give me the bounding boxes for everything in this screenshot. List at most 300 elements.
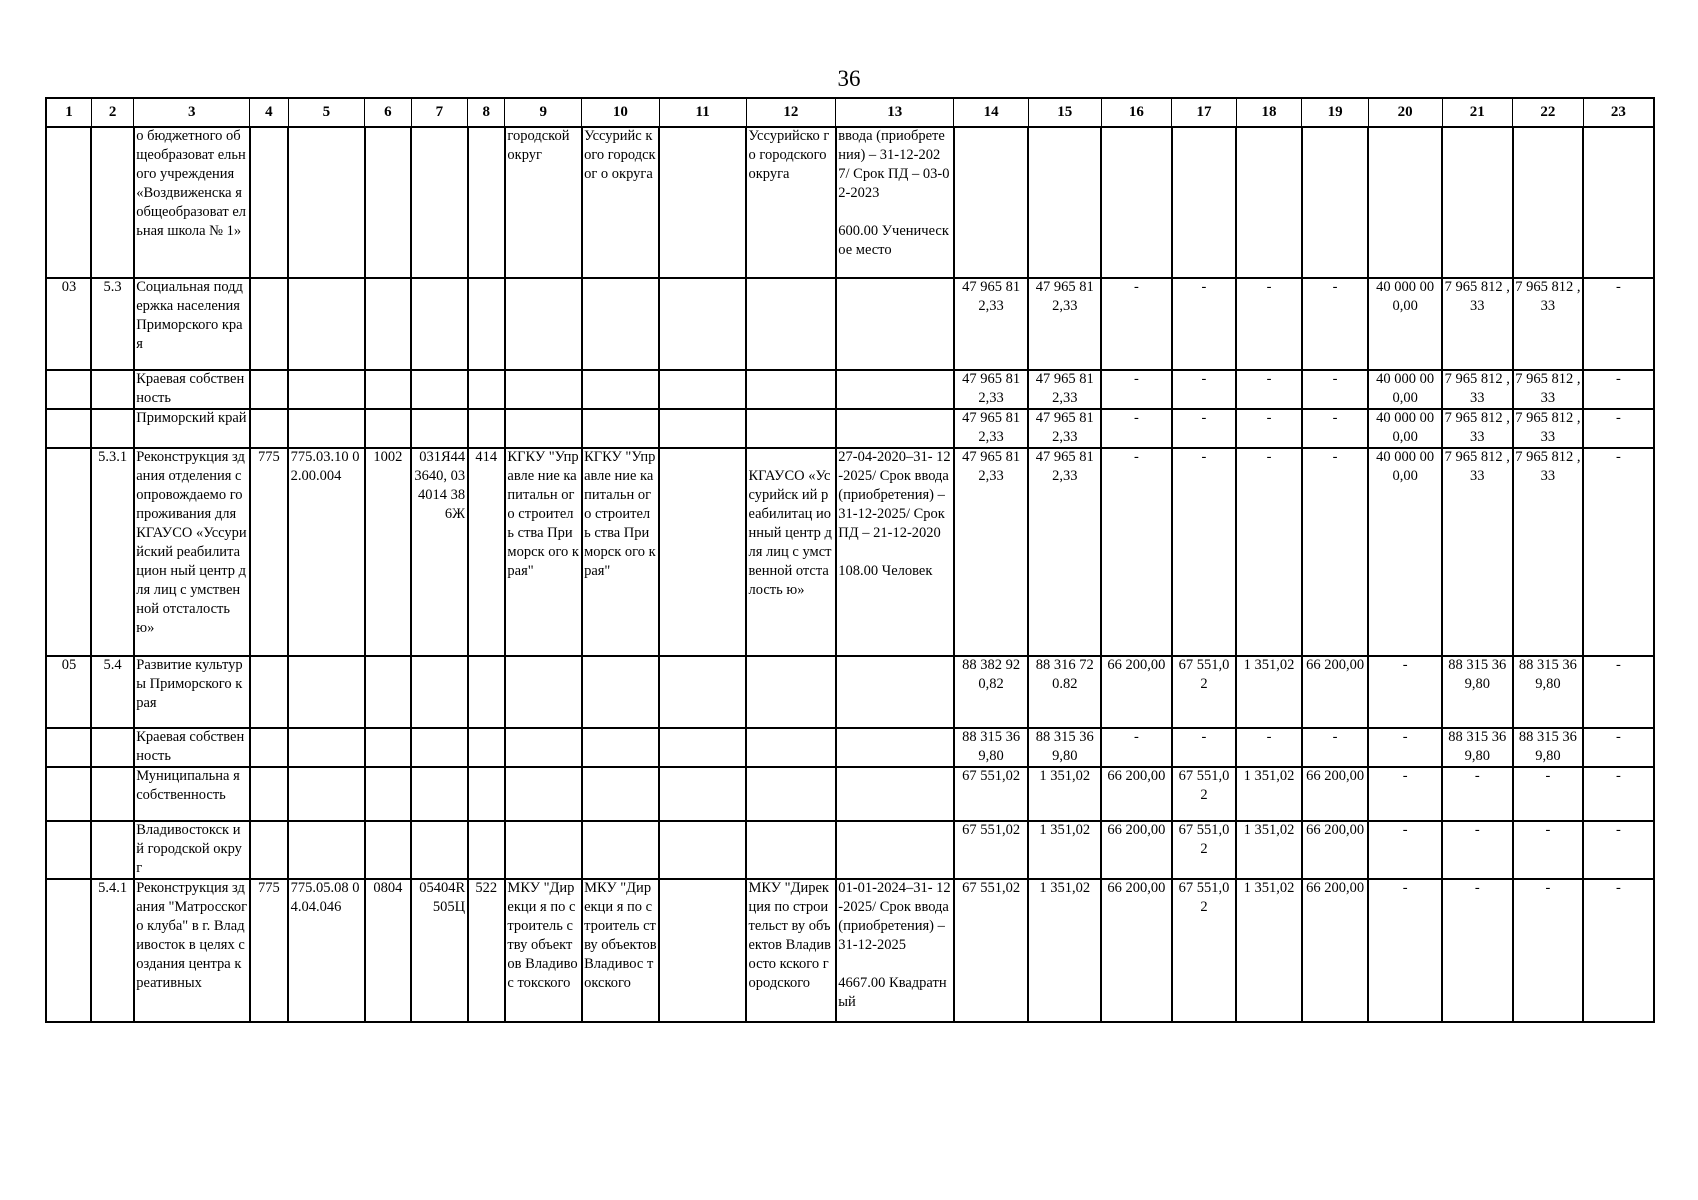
- table-row: [46, 127, 1654, 278]
- cell-col-22: [1513, 879, 1584, 1022]
- cell-text: 7 965 812 ,33: [1515, 449, 1581, 484]
- cell-text: 1 351,02: [1039, 822, 1091, 838]
- cell-col-6: [365, 767, 411, 821]
- cell-col-6: [365, 728, 411, 767]
- cell-text: 0804: [373, 880, 403, 896]
- cell-col-8: [468, 728, 505, 767]
- cell-col-20: [1368, 879, 1442, 1022]
- cell-col-15: [1028, 656, 1101, 728]
- cell-col-15: [1028, 370, 1101, 409]
- column-header-23: 23: [1583, 98, 1654, 127]
- cell-text: 1002: [373, 449, 403, 465]
- column-header-12: 12: [746, 98, 836, 127]
- cell-text: 66 200,00: [1306, 822, 1365, 838]
- cell-text: -: [1133, 371, 1139, 387]
- table-row: [46, 879, 1654, 1022]
- cell-col-14: [954, 370, 1029, 409]
- cell-col-16: [1101, 278, 1172, 370]
- cell-text: 66 200,00: [1107, 768, 1166, 784]
- cell-text: 414: [475, 449, 498, 465]
- cell-text: 775: [258, 449, 280, 465]
- cell-col-19: [1302, 879, 1369, 1022]
- cell-text: МКУ "Дирекци я по строитель ству объектов Владивос токского: [507, 880, 578, 991]
- cell-text: 88 315 36 9,80: [1448, 729, 1510, 764]
- cell-col-4: [250, 127, 288, 278]
- cell-col-18: [1236, 656, 1302, 728]
- cell-col-3: [134, 728, 250, 767]
- cell-col-22: [1513, 370, 1584, 409]
- cell-col-11: [659, 656, 746, 728]
- page-number: 36: [837, 66, 861, 91]
- cell-col-13: [836, 821, 954, 879]
- cell-col-19: [1302, 728, 1369, 767]
- cell-col-2: [91, 656, 133, 728]
- cell-col-22: [1513, 409, 1584, 448]
- cell-col-6: [365, 370, 411, 409]
- cell-text: -: [1615, 729, 1621, 745]
- cell-col-9: [505, 656, 582, 728]
- cell-col-16: [1101, 409, 1172, 448]
- table-row: [46, 656, 1654, 728]
- cell-col-5: [288, 656, 365, 728]
- cell-col-3: [134, 767, 250, 821]
- cell-col-20: [1368, 370, 1442, 409]
- cell-col-7: [411, 728, 467, 767]
- cell-col-1: [46, 370, 91, 409]
- cell-text: 1 351,02: [1243, 657, 1295, 673]
- cell-col-9: [505, 821, 582, 879]
- cell-text: Социальная поддержка населения Приморского края: [136, 279, 244, 352]
- cell-col-14: [954, 278, 1029, 370]
- table-body: [46, 127, 1654, 1022]
- cell-col-7: [411, 409, 467, 448]
- cell-col-19: [1302, 767, 1369, 821]
- cell-col-10: [582, 821, 660, 879]
- cell-col-10: [582, 448, 660, 656]
- cell-text: 47 965 81 2,33: [962, 279, 1024, 314]
- column-header-18: 18: [1236, 98, 1302, 127]
- cell-col-4: [250, 821, 288, 879]
- cell-col-2: [91, 767, 133, 821]
- cell-text: -: [1332, 449, 1338, 465]
- cell-text: -: [1615, 768, 1621, 784]
- cell-text: КГКУ "Управле ние капитальн ого строитель ства Приморск ого края": [584, 449, 656, 579]
- cell-col-10: [582, 728, 660, 767]
- cell-col-23: [1583, 448, 1654, 656]
- cell-col-15: [1028, 879, 1101, 1022]
- cell-text: 66 200,00: [1107, 822, 1166, 838]
- cell-col-6: [365, 879, 411, 1022]
- cell-col-13: [836, 728, 954, 767]
- cell-col-12: [746, 728, 836, 767]
- cell-col-16: [1101, 656, 1172, 728]
- cell-text: МКУ "Дирекци я по строитель ству объектов Владивос токского: [584, 880, 661, 991]
- cell-col-4: [250, 278, 288, 370]
- cell-col-19: [1302, 448, 1369, 656]
- cell-col-7: [411, 448, 467, 656]
- cell-col-8: [468, 278, 505, 370]
- column-header-9: 9: [505, 98, 582, 127]
- cell-col-8: [468, 127, 505, 278]
- cell-text: -: [1266, 449, 1272, 465]
- cell-col-18: [1236, 821, 1302, 879]
- cell-text: 66 200,00: [1306, 657, 1365, 673]
- column-header-3: 3: [134, 98, 250, 127]
- column-header-2: 2: [91, 98, 133, 127]
- cell-col-18: [1236, 127, 1302, 278]
- cell-text: 67 551,0 2: [1178, 822, 1233, 857]
- cell-col-20: [1368, 409, 1442, 448]
- cell-text: 031Я44 3640, 034014 386Ж: [414, 449, 469, 522]
- cell-col-12: [746, 821, 836, 879]
- cell-col-19: [1302, 656, 1369, 728]
- cell-col-21: [1442, 409, 1513, 448]
- column-header-11: 11: [659, 98, 746, 127]
- cell-col-13: [836, 767, 954, 821]
- cell-col-2: [91, 821, 133, 879]
- cell-text: 1 351,02: [1039, 768, 1091, 784]
- cell-text: 775.03.10 02.00.004: [290, 449, 360, 484]
- cell-text: 47 965 81 2,33: [962, 410, 1024, 445]
- column-header-20: 20: [1368, 98, 1442, 127]
- cell-col-13: [836, 656, 954, 728]
- cell-col-7: [411, 879, 467, 1022]
- cell-text: Приморский край: [136, 410, 247, 426]
- cell-text: 40 000 00 0,00: [1376, 449, 1438, 484]
- cell-col-18: [1236, 278, 1302, 370]
- cell-text: -: [1615, 449, 1621, 465]
- cell-col-15: [1028, 127, 1101, 278]
- cell-text: Краевая собственность: [136, 729, 245, 764]
- cell-col-4: [250, 448, 288, 656]
- cell-col-5: [288, 821, 365, 879]
- cell-text: 67 551,02: [962, 822, 1021, 838]
- cell-text: 88 382 92 0,82: [962, 657, 1024, 692]
- cell-text: -: [1615, 657, 1621, 673]
- cell-col-18: [1236, 448, 1302, 656]
- cell-col-10: [582, 879, 660, 1022]
- cell-col-12: [746, 767, 836, 821]
- header-row: [46, 98, 1654, 127]
- cell-col-13: [836, 448, 954, 656]
- cell-col-5: [288, 370, 365, 409]
- cell-col-1: [46, 409, 91, 448]
- column-header-8: 8: [468, 98, 505, 127]
- cell-text: -: [1201, 410, 1207, 426]
- cell-col-17: [1172, 821, 1237, 879]
- cell-text: 05: [61, 657, 77, 673]
- cell-text: -: [1615, 410, 1621, 426]
- cell-col-23: [1583, 821, 1654, 879]
- cell-text: Реконструкция здания "Матросского клуба" в г. Владивосток в целях создания центра креативных: [136, 880, 248, 991]
- cell-text: 5.3: [103, 279, 122, 295]
- cell-col-6: [365, 409, 411, 448]
- cell-text: 775.05.08 04.04.046: [290, 880, 360, 915]
- cell-text: -: [1402, 880, 1408, 896]
- cell-text: -: [1266, 729, 1272, 745]
- cell-col-22: [1513, 278, 1584, 370]
- cell-col-3: [134, 821, 250, 879]
- cell-text: 66 200,00: [1306, 768, 1365, 784]
- cell-col-3: [134, 409, 250, 448]
- cell-col-22: [1513, 821, 1584, 879]
- cell-col-23: [1583, 728, 1654, 767]
- cell-col-11: [659, 728, 746, 767]
- cell-text: 67 551,0 2: [1178, 768, 1233, 803]
- cell-col-7: [411, 370, 467, 409]
- cell-col-5: [288, 448, 365, 656]
- cell-col-2: [91, 278, 133, 370]
- table-row: [46, 728, 1654, 767]
- column-header-17: 17: [1172, 98, 1237, 127]
- cell-col-21: [1442, 821, 1513, 879]
- cell-col-17: [1172, 656, 1237, 728]
- cell-text: -: [1402, 822, 1408, 838]
- cell-text: Владивостокск ий городской округ: [136, 822, 242, 876]
- cell-col-19: [1302, 278, 1369, 370]
- cell-col-1: [46, 821, 91, 879]
- cell-col-18: [1236, 728, 1302, 767]
- cell-text: 7 965 812 ,33: [1444, 371, 1510, 406]
- cell-text: 88 316 72 0.82: [1035, 657, 1098, 692]
- cell-col-16: [1101, 821, 1172, 879]
- cell-text: -: [1266, 279, 1272, 295]
- cell-col-1: [46, 448, 91, 656]
- cell-col-17: [1172, 879, 1237, 1022]
- column-header-16: 16: [1101, 98, 1172, 127]
- cell-col-15: [1028, 409, 1101, 448]
- cell-col-13: [836, 370, 954, 409]
- cell-col-20: [1368, 127, 1442, 278]
- cell-col-11: [659, 821, 746, 879]
- cell-col-8: [468, 821, 505, 879]
- column-header-14: 14: [954, 98, 1029, 127]
- cell-col-11: [659, 879, 746, 1022]
- cell-col-20: [1368, 728, 1442, 767]
- cell-text: 7 965 812 ,33: [1515, 410, 1581, 445]
- cell-col-3: [134, 879, 250, 1022]
- cell-col-7: [411, 767, 467, 821]
- cell-col-23: [1583, 370, 1654, 409]
- cell-col-14: [954, 448, 1029, 656]
- cell-text: -: [1133, 410, 1139, 426]
- cell-text: 88 315 36 9,80: [1518, 729, 1581, 764]
- cell-col-9: [505, 409, 582, 448]
- cell-col-2: [91, 879, 133, 1022]
- cell-text: Реконструкция здания отделения сопровождаемо го проживания для КГАУСО «Уссурийский реабилитацион ный центр для лиц с умственной отсталостью»: [136, 449, 247, 636]
- cell-col-6: [365, 656, 411, 728]
- cell-col-13: [836, 879, 954, 1022]
- cell-col-16: [1101, 767, 1172, 821]
- cell-col-17: [1172, 409, 1237, 448]
- cell-text: о бюджетного общеобразоват ельного учреждения «Воздвиженска я общеобразоват ельная школа № 1»: [136, 128, 247, 239]
- cell-text: -: [1201, 729, 1207, 745]
- cell-col-10: [582, 767, 660, 821]
- cell-col-5: [288, 767, 365, 821]
- cell-text: МКУ "Дирекция по строительст ву объектов Владивосто кского городского: [748, 880, 831, 991]
- table-row: [46, 370, 1654, 409]
- cell-text: ввода (приобретения) – 31-12-2027/ Срок ПД – 03-02-2023 600.00 Ученическое место: [838, 128, 950, 258]
- cell-col-14: [954, 656, 1029, 728]
- cell-col-3: [134, 656, 250, 728]
- cell-col-12: [746, 127, 836, 278]
- cell-col-10: [582, 370, 660, 409]
- cell-text: -: [1545, 768, 1551, 784]
- cell-text: КГКУ "Управле ние капитальн ого строитель ства Приморск ого края": [507, 449, 579, 579]
- cell-col-21: [1442, 370, 1513, 409]
- cell-text: -: [1615, 880, 1621, 896]
- cell-col-6: [365, 278, 411, 370]
- cell-col-2: [91, 409, 133, 448]
- cell-col-19: [1302, 127, 1369, 278]
- column-header-19: 19: [1302, 98, 1369, 127]
- cell-text: 5.3.1: [98, 449, 128, 465]
- cell-text: -: [1332, 371, 1338, 387]
- cell-text: -: [1332, 410, 1338, 426]
- cell-text: 40 000 00 0,00: [1376, 410, 1438, 445]
- cell-col-20: [1368, 767, 1442, 821]
- cell-col-5: [288, 278, 365, 370]
- cell-text: -: [1201, 371, 1207, 387]
- budget-table: [45, 97, 1655, 1023]
- cell-col-10: [582, 127, 660, 278]
- cell-col-21: [1442, 278, 1513, 370]
- cell-col-16: [1101, 448, 1172, 656]
- cell-text: 88 315 36 9,80: [1518, 657, 1581, 692]
- column-header-21: 21: [1442, 98, 1513, 127]
- cell-col-1: [46, 278, 91, 370]
- cell-col-20: [1368, 448, 1442, 656]
- cell-col-2: [91, 728, 133, 767]
- cell-col-22: [1513, 728, 1584, 767]
- cell-col-10: [582, 278, 660, 370]
- cell-col-12: [746, 370, 836, 409]
- cell-col-1: [46, 728, 91, 767]
- cell-col-14: [954, 879, 1029, 1022]
- table-row: [46, 448, 1654, 656]
- cell-text: Уссурийско го городского округа: [748, 128, 831, 182]
- cell-text: -: [1402, 657, 1408, 673]
- cell-col-12: [746, 409, 836, 448]
- cell-text: 522: [475, 880, 498, 896]
- cell-col-23: [1583, 127, 1654, 278]
- cell-text: 88 315 36 9,80: [962, 729, 1024, 764]
- cell-text: -: [1474, 822, 1480, 838]
- column-header-4: 4: [250, 98, 288, 127]
- cell-col-17: [1172, 448, 1237, 656]
- cell-text: 47 965 81 2,33: [962, 449, 1024, 484]
- cell-col-15: [1028, 278, 1101, 370]
- cell-col-18: [1236, 879, 1302, 1022]
- cell-text: 7 965 812 ,33: [1444, 449, 1510, 484]
- cell-col-16: [1101, 370, 1172, 409]
- cell-col-2: [91, 370, 133, 409]
- cell-col-4: [250, 409, 288, 448]
- cell-col-21: [1442, 879, 1513, 1022]
- cell-col-5: [288, 879, 365, 1022]
- cell-col-20: [1368, 656, 1442, 728]
- cell-text: 7 965 812 ,33: [1515, 371, 1581, 406]
- cell-text: -: [1615, 822, 1621, 838]
- cell-col-19: [1302, 370, 1369, 409]
- cell-col-9: [505, 370, 582, 409]
- cell-col-7: [411, 821, 467, 879]
- cell-col-21: [1442, 656, 1513, 728]
- column-header-13: 13: [836, 98, 954, 127]
- cell-col-17: [1172, 127, 1237, 278]
- cell-col-6: [365, 127, 411, 278]
- cell-text: -: [1402, 729, 1408, 745]
- cell-col-9: [505, 127, 582, 278]
- cell-col-9: [505, 278, 582, 370]
- cell-col-2: [91, 448, 133, 656]
- cell-text: Муниципальна я собственность: [136, 768, 244, 803]
- cell-text: 66 200,00: [1306, 880, 1365, 896]
- cell-text: 67 551,02: [962, 768, 1021, 784]
- cell-col-18: [1236, 767, 1302, 821]
- cell-col-21: [1442, 728, 1513, 767]
- cell-col-3: [134, 278, 250, 370]
- table-row: [46, 409, 1654, 448]
- cell-col-11: [659, 370, 746, 409]
- cell-text: Развитие культуры Приморского края: [136, 657, 243, 711]
- cell-text: -: [1332, 729, 1338, 745]
- cell-text: 40 000 00 0,00: [1376, 279, 1438, 314]
- cell-text: 67 551,02: [962, 880, 1021, 896]
- column-header-10: 10: [582, 98, 660, 127]
- cell-col-21: [1442, 127, 1513, 278]
- cell-text: 5.4: [103, 657, 122, 673]
- cell-text: 40 000 00 0,00: [1376, 371, 1438, 406]
- cell-col-22: [1513, 448, 1584, 656]
- table-row: [46, 767, 1654, 821]
- cell-col-9: [505, 767, 582, 821]
- cell-text: -: [1474, 768, 1480, 784]
- cell-col-4: [250, 728, 288, 767]
- cell-text: -: [1266, 371, 1272, 387]
- cell-text: 775: [258, 880, 280, 896]
- cell-col-22: [1513, 767, 1584, 821]
- cell-col-21: [1442, 767, 1513, 821]
- cell-text: -: [1545, 880, 1551, 896]
- cell-col-8: [468, 448, 505, 656]
- cell-col-8: [468, 409, 505, 448]
- cell-col-12: [746, 448, 836, 656]
- cell-text: 1 351,02: [1039, 880, 1091, 896]
- cell-text: городской округ: [507, 128, 574, 163]
- cell-col-8: [468, 879, 505, 1022]
- cell-col-17: [1172, 278, 1237, 370]
- cell-text: 67 551,0 2: [1178, 657, 1233, 692]
- cell-col-1: [46, 127, 91, 278]
- cell-col-4: [250, 767, 288, 821]
- cell-col-23: [1583, 879, 1654, 1022]
- cell-text: 88 315 36 9,80: [1035, 729, 1098, 764]
- cell-col-16: [1101, 728, 1172, 767]
- cell-col-9: [505, 448, 582, 656]
- cell-col-20: [1368, 821, 1442, 879]
- cell-text: 47 965 81 2,33: [962, 371, 1024, 406]
- cell-text: 1 351,02: [1243, 880, 1295, 896]
- cell-text: 27-04-2020–31- 12-2025/ Срок ввода (приобретения) – 31-12-2025/ Срок ПД – 21-12-2020 108.00 Человек: [838, 449, 951, 579]
- cell-col-11: [659, 127, 746, 278]
- cell-col-11: [659, 767, 746, 821]
- cell-col-3: [134, 370, 250, 409]
- table-row: [46, 278, 1654, 370]
- cell-col-22: [1513, 127, 1584, 278]
- cell-col-17: [1172, 370, 1237, 409]
- cell-col-23: [1583, 278, 1654, 370]
